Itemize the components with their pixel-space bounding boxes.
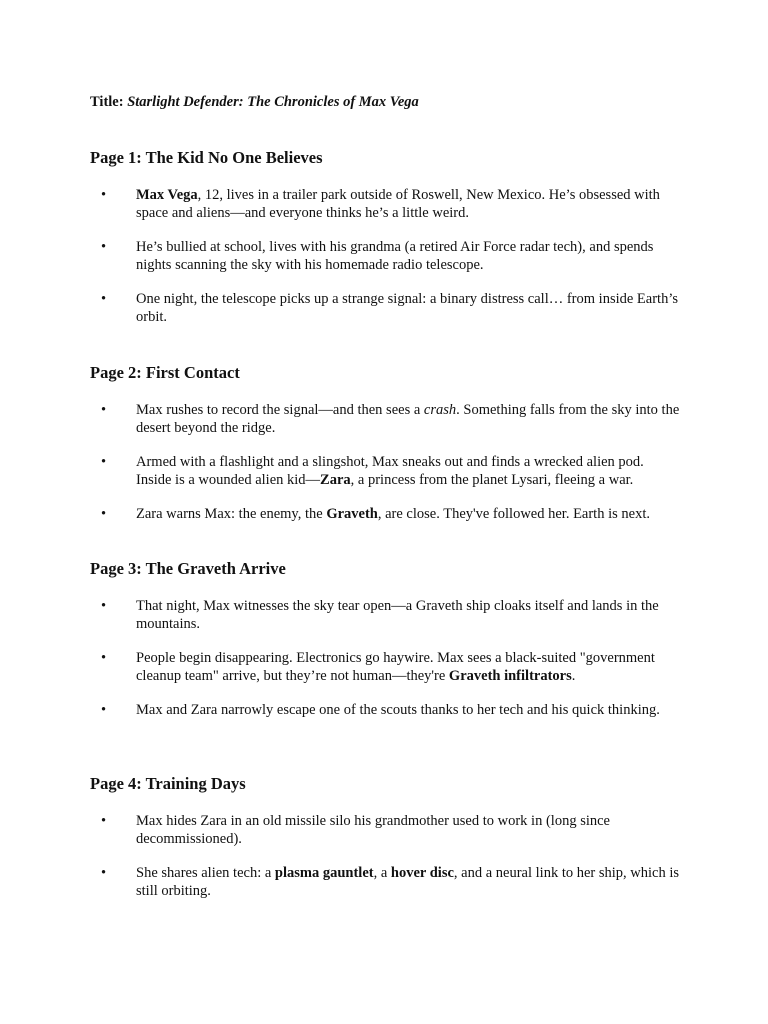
list-item xyxy=(136,701,681,719)
bold-text: Zara xyxy=(320,472,351,488)
title-text: Starlight Defender: The Chronicles of Max Vega xyxy=(127,94,419,110)
text-run: Armed with a flashlight and a slingshot, Max sneaks out and finds a wrecked alien pod. Inside is a wounded alien kid— xyxy=(136,454,644,488)
bullet-marker: • xyxy=(101,813,107,829)
text-run: . Something falls from the sky into the desert beyond the ridge. xyxy=(136,402,680,436)
text-run: He’s bullied at school, lives with his grandma (a retired Air Force radar tech), and spends nights scanning the sky with his homemade radio telescope. xyxy=(136,239,654,273)
bullet-marker: • xyxy=(101,291,107,307)
list-item xyxy=(136,649,681,685)
bold-text: Max Vega xyxy=(136,187,198,203)
bullet-marker: • xyxy=(101,598,107,614)
bullet-marker: • xyxy=(101,650,107,666)
section-heading-page-3: Page 3: The Graveth Arrive xyxy=(90,559,286,578)
section-heading-page-1: Page 1: The Kid No One Believes xyxy=(90,148,323,167)
section-heading-page-4: Page 4: Training Days xyxy=(90,774,246,793)
text-run: Zara warns Max: the enemy, the xyxy=(136,506,327,522)
bold-text: hover disc xyxy=(390,865,454,881)
text-run: Max and Zara narrowly escape one of the scouts thanks to her tech and his quick thinking. xyxy=(136,702,660,718)
bullet-marker: • xyxy=(101,402,107,418)
bold-text: Graveth xyxy=(326,506,378,522)
text-run: , are close. They've followed her. Earth is next. xyxy=(377,506,650,522)
list-item xyxy=(136,186,681,222)
bullet-marker: • xyxy=(101,865,107,881)
text-run: Max hides Zara in an old missile silo his grandmother used to work in (long since decommissioned). xyxy=(136,813,610,847)
text-run: . xyxy=(571,668,576,684)
bullet-marker: • xyxy=(101,506,107,522)
list-item xyxy=(136,505,681,523)
document-title xyxy=(90,94,419,111)
bullet-marker: • xyxy=(101,187,107,203)
list-item xyxy=(136,812,681,848)
text-run: One night, the telescope picks up a strange signal: a binary distress call… from inside Earth’s orbit. xyxy=(136,291,679,325)
list-item xyxy=(136,401,681,437)
text-run: She shares alien tech: a xyxy=(136,865,275,881)
italic-text: crash xyxy=(423,402,457,418)
list-item xyxy=(136,290,681,326)
bold-text: plasma gauntlet xyxy=(274,865,374,881)
bullet-marker: • xyxy=(101,454,107,470)
list-item xyxy=(136,238,681,274)
title-label: Title: xyxy=(90,94,124,110)
bullet-marker: • xyxy=(101,239,107,255)
bullet-marker: • xyxy=(101,702,107,718)
text-run: , a xyxy=(373,865,391,881)
list-item xyxy=(136,453,681,489)
text-run: , a princess from the planet Lysari, fleeing a war. xyxy=(350,472,634,488)
text-run: , 12, lives in a trailer park outside of Roswell, New Mexico. He’s obsessed with space and aliens—and everyone thinks he’s a little weird. xyxy=(136,187,660,221)
text-run: , and a neural link to her ship, which is still orbiting. xyxy=(136,865,680,899)
list-item xyxy=(136,597,681,633)
text-run: People begin disappearing. Electronics go haywire. Max sees a black-suited "government cleanup team" arrive, but they’re not human—they're xyxy=(136,650,655,684)
bold-text: Graveth infiltrators xyxy=(448,668,572,684)
text-run: Max rushes to record the signal—and then sees a xyxy=(136,402,424,418)
section-heading-page-2: Page 2: First Contact xyxy=(90,363,240,382)
text-run: That night, Max witnesses the sky tear open—a Graveth ship cloaks itself and lands in the mountains. xyxy=(136,598,659,632)
list-item xyxy=(136,864,681,900)
